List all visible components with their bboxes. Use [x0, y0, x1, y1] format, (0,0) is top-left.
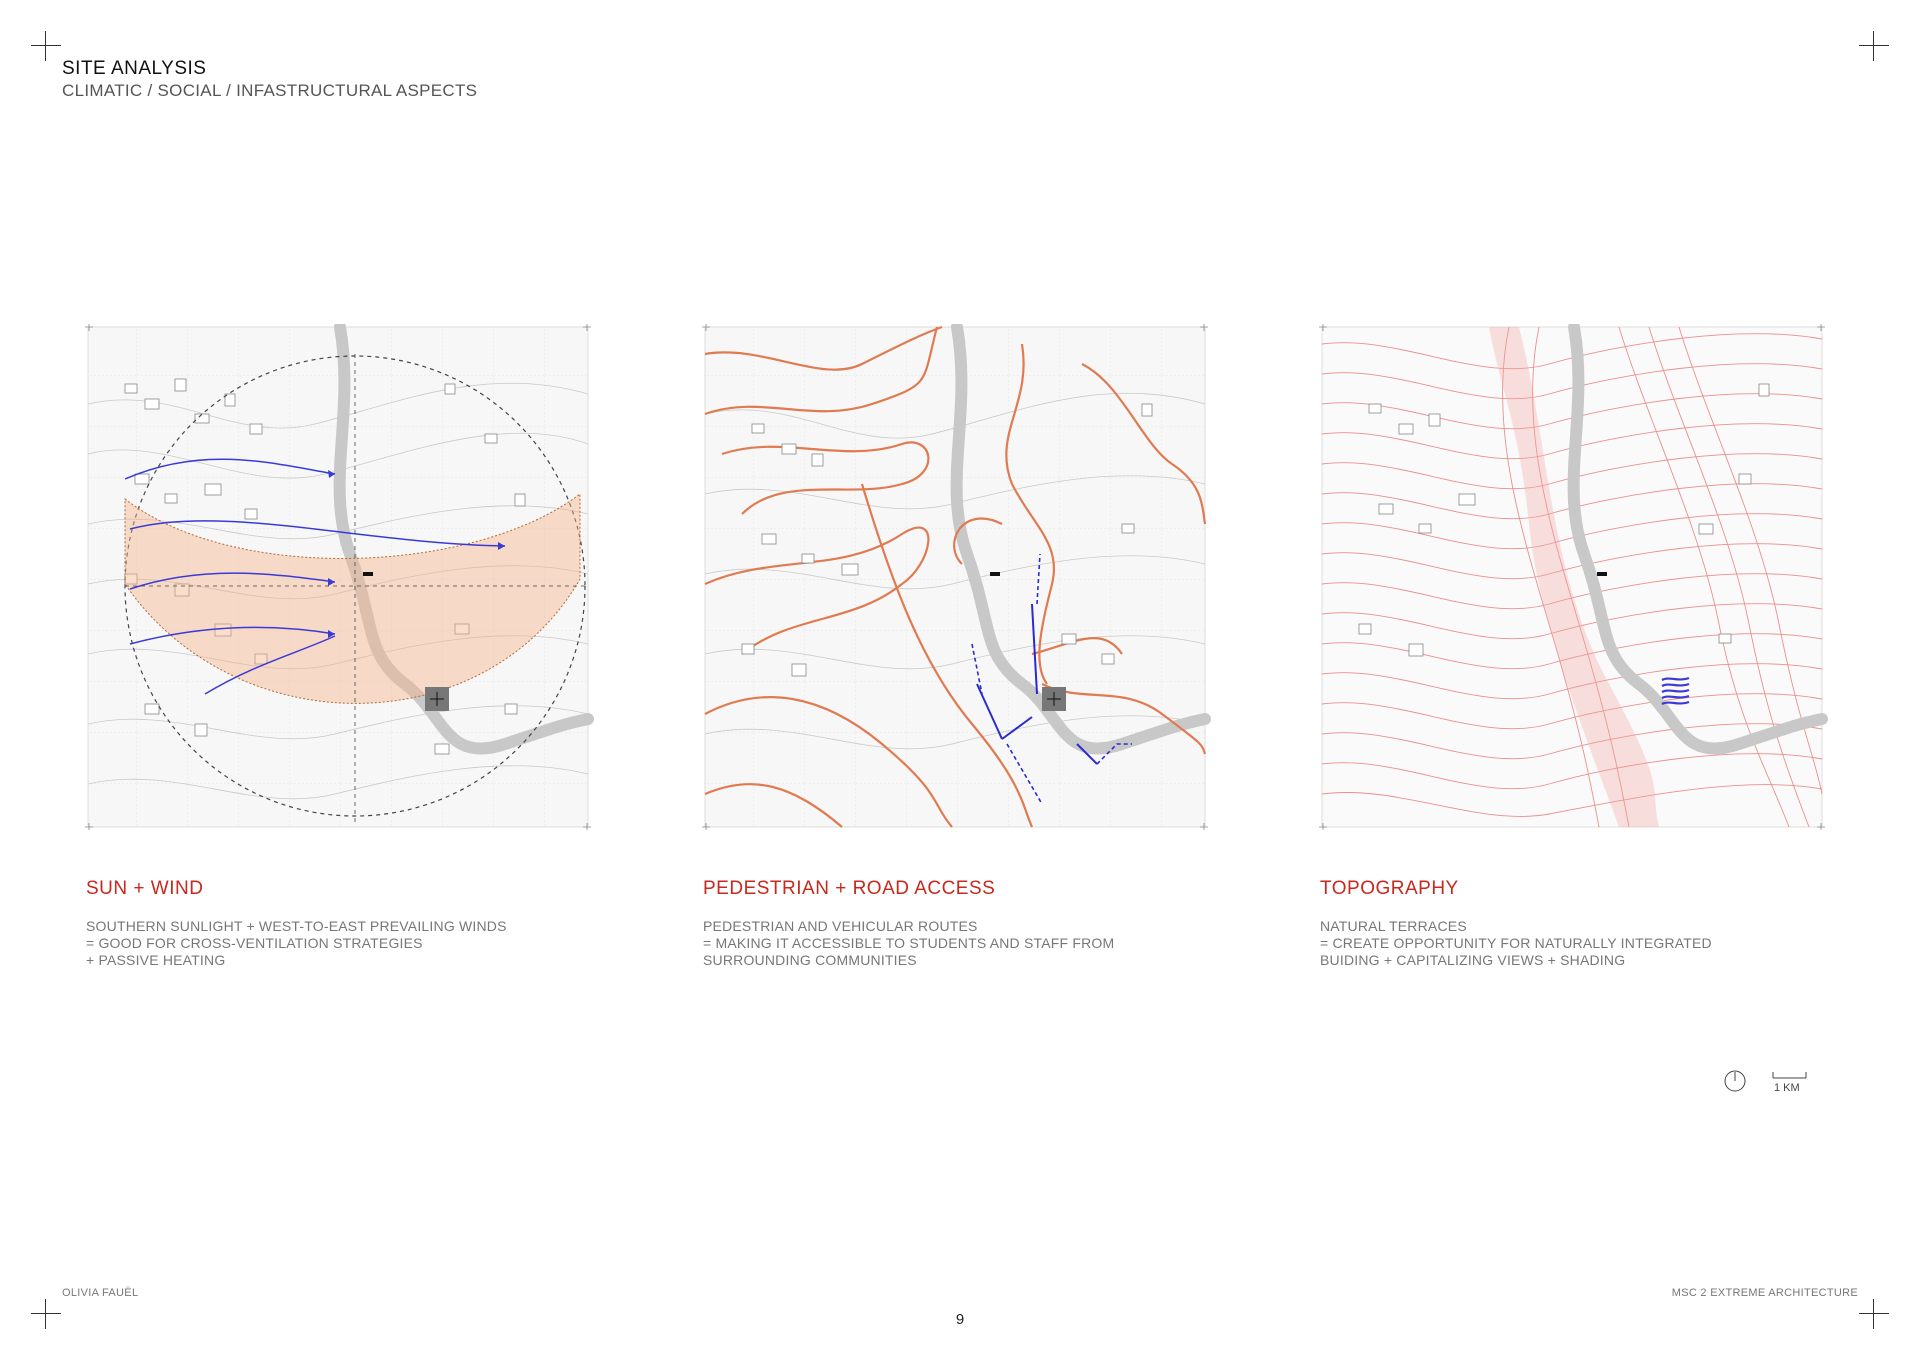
page-subtitle: CLIMATIC / SOCIAL / INFASTRUCTURAL ASPECTS [62, 81, 478, 100]
description-line: = MAKING IT ACCESSIBLE TO STUDENTS AND STAFF FROM [703, 935, 1115, 951]
north-arrow-icon [1723, 1069, 1747, 1093]
footer-author: OLIVIA FAUËL [62, 1287, 139, 1299]
panel-description-sun-wind [86, 918, 566, 969]
description-line: SURROUNDING COMMUNITIES [703, 952, 917, 968]
panel-title-topography: TOPOGRAPHY [1320, 878, 1459, 899]
access-map [702, 324, 1212, 836]
description-line: NATURAL TERRACES [1320, 918, 1467, 934]
panel-description-pedestrian-road-access [703, 918, 1183, 969]
crop-mark-top-right [1859, 31, 1889, 61]
description-line: PEDESTRIAN AND VEHICULAR ROUTES [703, 918, 978, 934]
crop-mark-top-left [31, 31, 61, 61]
panel-description-topography [1320, 918, 1800, 969]
panel-topography [1319, 324, 1829, 968]
crop-mark-bottom-right [1859, 1299, 1889, 1329]
footer-course: MSC 2 EXTREME ARCHITECTURE [1671, 1287, 1858, 1299]
panel-title-sun-wind: SUN + WIND [86, 878, 204, 899]
description-line: SOUTHERN SUNLIGHT + WEST-TO-EAST PREVAILING WINDS [86, 918, 507, 934]
scale-bar [1772, 1070, 1808, 1080]
topography-map [1319, 324, 1829, 836]
panel-sun-wind [85, 324, 595, 968]
description-line: BUIDING + CAPITALIZING VIEWS + SHADING [1320, 952, 1626, 968]
description-line: = GOOD FOR CROSS-VENTILATION STRATEGIES [86, 935, 423, 951]
page-title: SITE ANALYSIS [62, 58, 207, 79]
page-number: 9 [955, 1311, 965, 1328]
crop-mark-bottom-left [31, 1299, 61, 1329]
scale-label: 1 KM [1774, 1082, 1800, 1094]
panel-pedestrian-road-access [702, 324, 1212, 968]
description-line: = CREATE OPPORTUNITY FOR NATURALLY INTEGRATED [1320, 935, 1712, 951]
description-line: + PASSIVE HEATING [86, 952, 226, 968]
panel-title-pedestrian-road-access: PEDESTRIAN + ROAD ACCESS [703, 878, 996, 899]
sun-wind-map [85, 324, 595, 836]
